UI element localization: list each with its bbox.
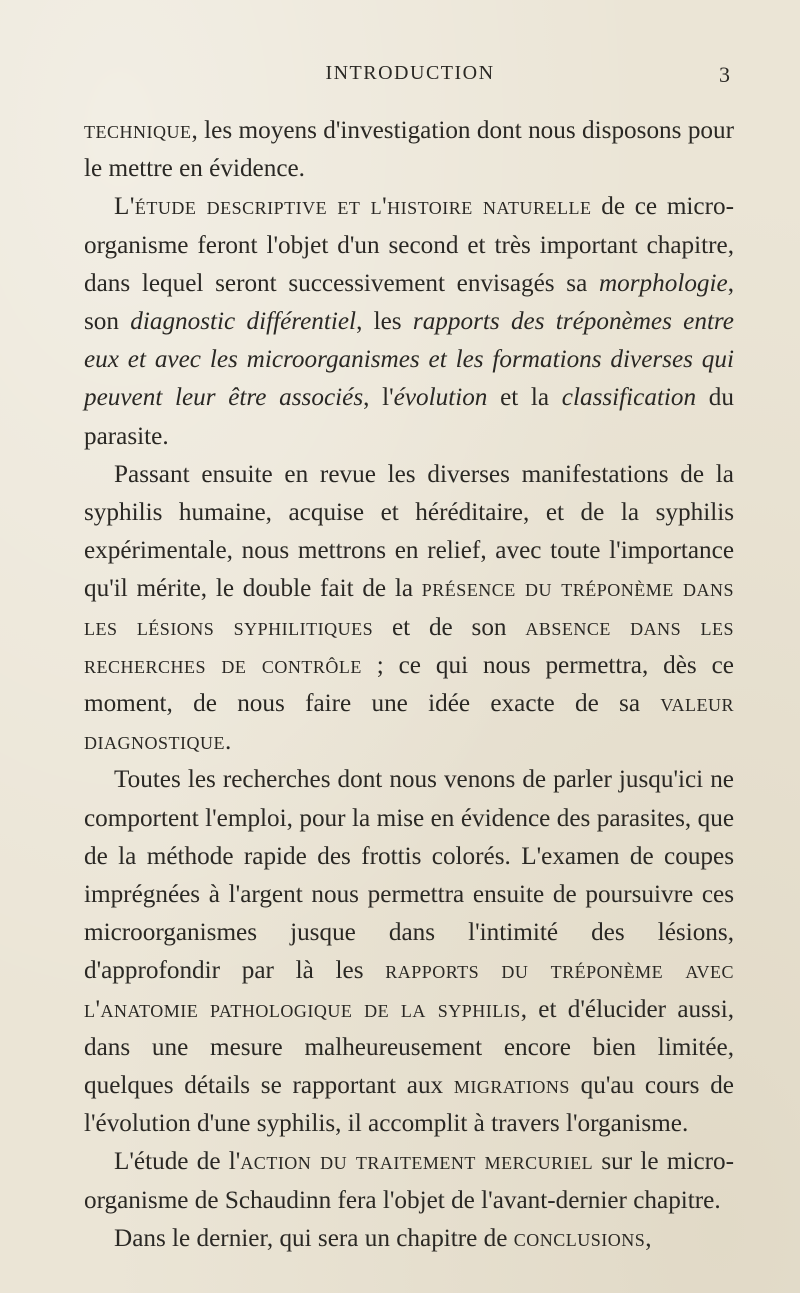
italic-text: évolution — [393, 384, 488, 412]
page-number: 3 — [719, 62, 730, 87]
text-run: L'étude de l' — [114, 1148, 241, 1176]
text-run: Passant ensuite en revue les diverses manifestations de la syphilis humaine, acquise et héréditaire, et de la syphilis expérimentale, nous mettrons en relief, avec toute l'importance qu'il mérite, le double fait de la — [84, 460, 734, 603]
running-title: INTRODUCTION — [325, 62, 495, 84]
paragraph-4 — [84, 761, 734, 1143]
text-run: et la — [487, 384, 562, 412]
small-caps-text: absence dans les recherches de contrôle — [84, 613, 734, 679]
text-run: , et d'élucider aussi, dans une mesure malheureusement encore bien limitée, quelques détails se rapportant aux — [84, 995, 734, 1100]
paragraph-3 — [84, 456, 734, 762]
italic-text: rapports des tréponèmes entre eux et avec les microorganismes et les formations diverses qui peuvent leur être associés — [84, 308, 734, 412]
text-run: , les — [356, 308, 413, 336]
small-caps-text: technique — [84, 117, 192, 144]
text-run: , — [645, 1224, 652, 1252]
running-head — [90, 62, 730, 96]
text-run: Toutes les recherches dont nous venons de parler jusqu'ici ne comportent l'emploi, pour la mise en évidence des parasites, que de la méthode rapide des frottis colorés. L'examen de coupes imprégnées à l'argent nous permettra ensuite de poursuivre ces microorganismes jusque dans l'intimité des lésions, d'approfondir par là les — [84, 766, 734, 985]
italic-text: morphologie — [598, 269, 728, 297]
text-run: qu'au cours de l'évolution d'une syphilis, il accomplit à travers l'organisme. — [84, 1072, 734, 1138]
small-caps-text: conclusions — [513, 1224, 646, 1252]
italic-text: classification — [561, 384, 697, 412]
text-run: , son — [84, 269, 734, 336]
text-run: et de son — [373, 613, 526, 641]
italic-text: diagnostic différentiel — [130, 308, 357, 336]
small-caps-text: valeur diagnostique — [84, 690, 734, 756]
text-run: sur le micro-organisme de Schaudinn fera l'objet de l'avant-dernier chapitre. — [84, 1148, 734, 1214]
small-caps-text: présence du tréponème dans les lésions syphilitiques — [84, 575, 734, 641]
small-caps-text: rapports du tréponème avec l'anatomie pathologique de la syphilis — [84, 957, 734, 1023]
small-caps-text: L'étude descriptive et l'histoire naturelle — [114, 193, 592, 221]
paragraph-6 — [84, 1220, 734, 1258]
text-run: , l' — [363, 384, 394, 412]
paragraph-5 — [84, 1143, 734, 1219]
text-run: du parasite. — [84, 384, 734, 450]
text-run: de ce micro-organisme feront l'objet d'un second et très important chapitre, dans lequel seront successivement envisagés sa — [84, 193, 734, 297]
body-text — [84, 112, 734, 1258]
paragraph-2 — [84, 188, 734, 455]
text-run: ; ce qui nous permettra, dès ce moment, de nous faire une idée exacte de sa — [84, 651, 734, 718]
text-run: . — [224, 728, 232, 756]
text-run: Dans le dernier, qui sera un chapitre de — [114, 1224, 514, 1252]
small-caps-text: migrations — [453, 1072, 570, 1100]
small-caps-text: action du traitement mercuriel — [240, 1148, 594, 1176]
paragraph-1 — [84, 112, 734, 188]
text-run: , les moyens d'investigation dont nous disposons pour le mettre en évidence. — [84, 117, 734, 183]
